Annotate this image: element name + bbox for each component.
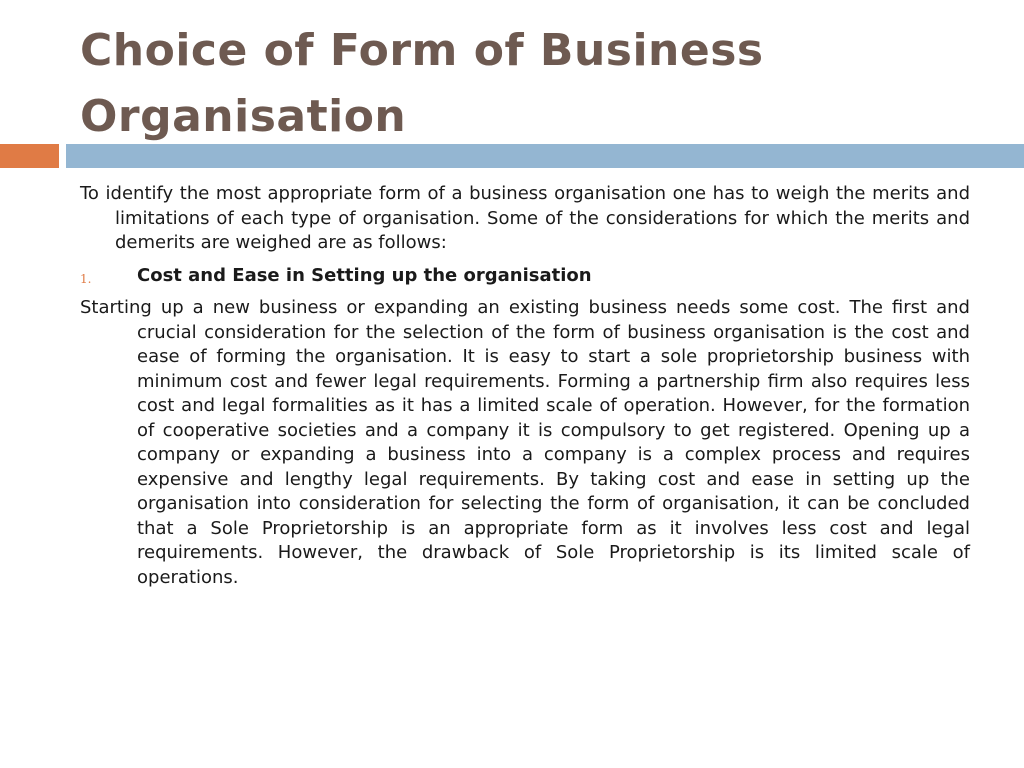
list-item	[80, 264, 970, 289]
slide-title: Choice of Form of Business Organisation	[80, 25, 764, 142]
accent-bar-blue	[66, 144, 1024, 168]
body-paragraph: Starting up a new business or expanding an existing business needs some cost. The first and crucial consideration for the selection of the form of business organisation is the cost and ease of forming the organisation. It is easy to start a sole proprietorship business with minimum cost and fewer legal requirements. Forming a partnership firm also requires less cost and legal formalities as it has a limited scale of operation. However, for the formation of cooperative societies and a company it is compulsory to get registered. Opening up a company or expanding a business into a company is a complex process and requires expensive and lengthy legal requirements. By taking cost and ease in setting up the organisation into consideration for selecting the form of organisation, it can be concluded that a Sole Proprietorship is an appropriate form as it involves less cost and legal requirements. However, the drawback of Sole Proprietorship is its limited scale of operations.	[80, 297, 970, 588]
intro-paragraph: To identify the most appropriate form of a business organisation one has to weigh the merits and limitations of each type of organisation. Some of the considerations for which the merits and demerits are weighed are as follows:	[80, 183, 970, 253]
list-number: 1.	[80, 271, 92, 286]
list-heading: Cost and Ease in Setting up the organisation	[137, 264, 592, 286]
slide-content	[80, 182, 970, 598]
accent-bar-orange	[0, 144, 59, 168]
